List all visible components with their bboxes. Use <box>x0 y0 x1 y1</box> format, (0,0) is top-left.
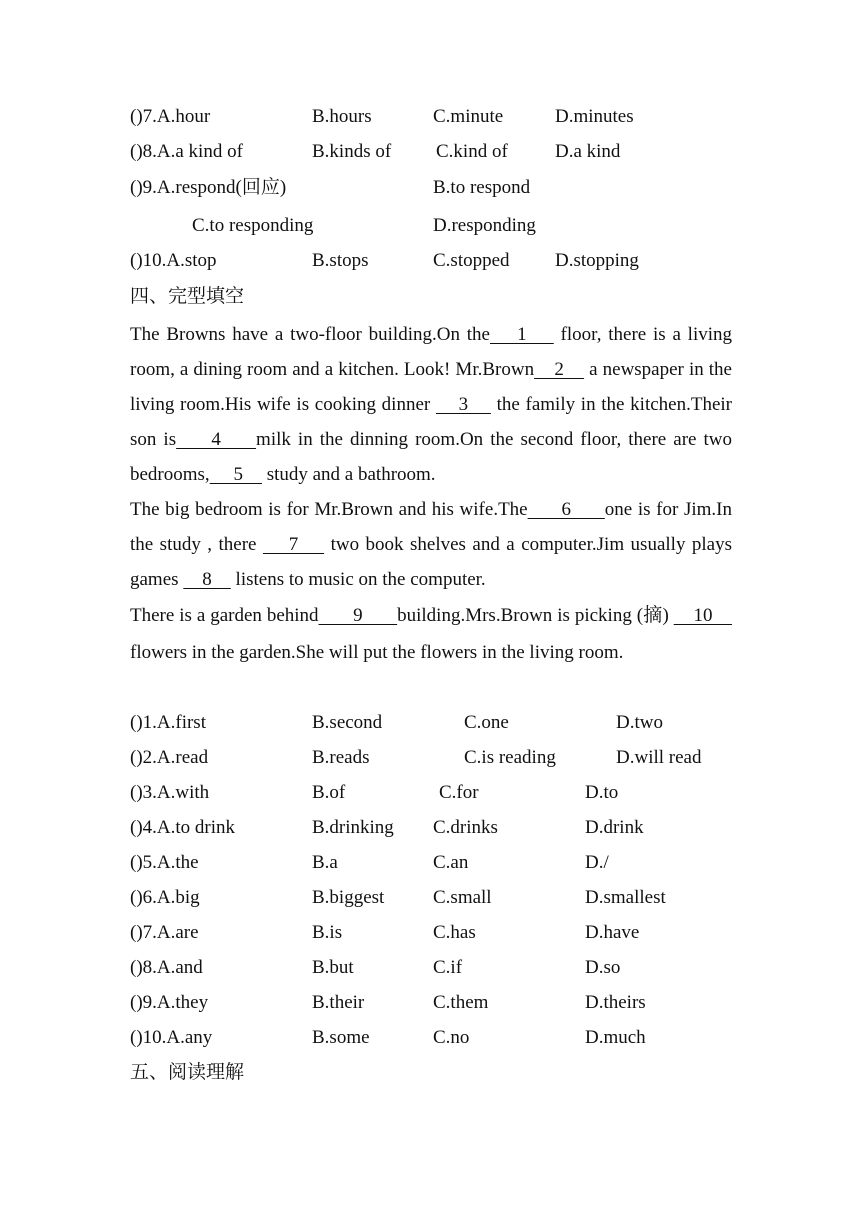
blank: 9 <box>318 605 398 626</box>
answer-bracket: ( )6.A.big <box>130 887 200 908</box>
blank: 2 <box>534 359 585 380</box>
option-a: 9.A.they <box>142 992 209 1013</box>
passage-text: building.Mrs.Brown is picking (摘) <box>397 605 674 626</box>
answer-bracket: ( )9.A.respond(回应) <box>130 177 287 198</box>
option-a: 6.A.big <box>142 887 200 908</box>
option-a: 3.A.with <box>142 782 210 803</box>
passage-text: flowers in the garden.She will put the flowers in the living room. <box>130 642 624 663</box>
option-a: 8.A.a kind of <box>142 141 243 162</box>
passage-text: two book shelves and a computer.Jim usually plays games <box>130 534 733 590</box>
option-b: B.of <box>312 782 346 803</box>
passage-text: milk in the dinning room.On the second floor, there are two bedrooms, <box>130 429 732 485</box>
answer-bracket: ( )8.A.a kind of <box>130 141 243 162</box>
answer-bracket: ( )10.A.any <box>130 1027 213 1048</box>
option-c: C.an <box>433 852 469 873</box>
option-d: D.have <box>585 922 640 943</box>
option-b: B.a <box>312 852 338 873</box>
option-d: D.two <box>616 712 663 733</box>
option-b: B.their <box>312 992 365 1013</box>
option-b: B.stops <box>312 250 369 271</box>
passage-paragraph <box>130 317 732 492</box>
option-c: C.them <box>433 992 489 1013</box>
option-c: C.stopped <box>433 250 510 271</box>
passage-text: The big bedroom is for Mr.Brown and his wife.The <box>130 499 528 520</box>
option-d: D.responding <box>433 215 536 236</box>
blank: 1 <box>489 324 554 345</box>
option-b: B.but <box>312 957 354 978</box>
option-b: B.drinking <box>312 817 394 838</box>
option-b: B.some <box>312 1027 370 1048</box>
option-d: D.so <box>585 957 621 978</box>
section-heading: 五、阅读理解 <box>130 1062 245 1083</box>
option-d: D.drink <box>585 817 644 838</box>
option-c: C.minute <box>433 106 504 127</box>
passage-text: floor, there is a living room, a dining room and a kitchen. Look! Mr.Brown <box>130 324 733 380</box>
option-a: 7.A.are <box>142 922 199 943</box>
option-b: B.biggest <box>312 887 385 908</box>
passage-paragraph <box>130 492 732 597</box>
option-b: B.reads <box>312 747 370 768</box>
option-d: D.minutes <box>555 106 634 127</box>
option-b: B.to respond <box>433 177 531 198</box>
passage-paragraph <box>130 597 732 671</box>
passage-text: There is a garden behind <box>130 605 319 626</box>
option-d: D.will read <box>616 747 702 768</box>
answer-bracket: ( )4.A.to drink <box>130 817 236 838</box>
answer-bracket: ( )7.A.hour <box>130 106 211 127</box>
option-c: C.one <box>464 712 509 733</box>
answer-bracket: ( )3.A.with <box>130 782 210 803</box>
option-a: 5.A.the <box>142 852 199 873</box>
option-c: C.kind of <box>436 141 508 162</box>
blank: 3 <box>435 394 491 415</box>
blank: 6 <box>527 499 605 520</box>
option-c: C.for <box>439 782 479 803</box>
option-c: C.has <box>433 922 476 943</box>
answer-bracket: ( )7.A.are <box>130 922 199 943</box>
passage-text: study and a bathroom. <box>261 464 436 485</box>
option-a: 1.A.first <box>142 712 206 733</box>
option-d: D.smallest <box>585 887 666 908</box>
passage-text: a newspaper in the living room.His wife is cooking dinner <box>130 359 732 415</box>
answer-bracket: ( )5.A.the <box>130 852 199 873</box>
option-c: C.is reading <box>464 747 556 768</box>
option-a: 8.A.and <box>142 957 203 978</box>
option-a: 4.A.to drink <box>142 817 236 838</box>
option-c: C.drinks <box>433 817 498 838</box>
blank: 5 <box>209 464 262 485</box>
blank: 7 <box>262 534 325 555</box>
option-b: B.second <box>312 712 383 733</box>
option-d: D.to <box>585 782 619 803</box>
blank: 8 <box>183 569 231 590</box>
option-d: D.much <box>585 1027 646 1048</box>
answer-bracket: ( )2.A.read <box>130 747 209 768</box>
option-a: 9.A.respond(回应) <box>142 177 287 198</box>
option-c: C.no <box>433 1027 470 1048</box>
passage-text: The Browns have a two-floor building.On the <box>130 324 490 345</box>
section-heading: 四、完型填空 <box>130 286 245 307</box>
option-c: C.small <box>433 887 492 908</box>
option-b: B.is <box>312 922 343 943</box>
passage-text: listens to music on the computer. <box>230 569 486 590</box>
option-c: C.to responding <box>192 215 314 236</box>
option-b: B.hours <box>312 106 372 127</box>
option-a: 10.A.any <box>142 1027 213 1048</box>
passage-text: one is for Jim.In the study , there <box>130 499 733 555</box>
option-c: C.if <box>433 957 463 978</box>
blank: 4 <box>176 429 257 450</box>
option-b: B.kinds of <box>312 141 392 162</box>
option-d: D./ <box>585 852 609 873</box>
answer-bracket: ( )8.A.and <box>130 957 203 978</box>
answer-bracket: ( )9.A.they <box>130 992 209 1013</box>
option-d: D.stopping <box>555 250 639 271</box>
option-a: 7.A.hour <box>142 106 211 127</box>
answer-bracket: ( )1.A.first <box>130 712 206 733</box>
blank: 10 <box>673 605 733 626</box>
option-d: D.theirs <box>585 992 646 1013</box>
passage-text: the family in the kitchen.Their son is <box>130 394 732 450</box>
option-d: D.a kind <box>555 141 621 162</box>
option-a: 10.A.stop <box>142 250 217 271</box>
option-a: 2.A.read <box>142 747 209 768</box>
answer-bracket: ( )10.A.stop <box>130 250 217 271</box>
